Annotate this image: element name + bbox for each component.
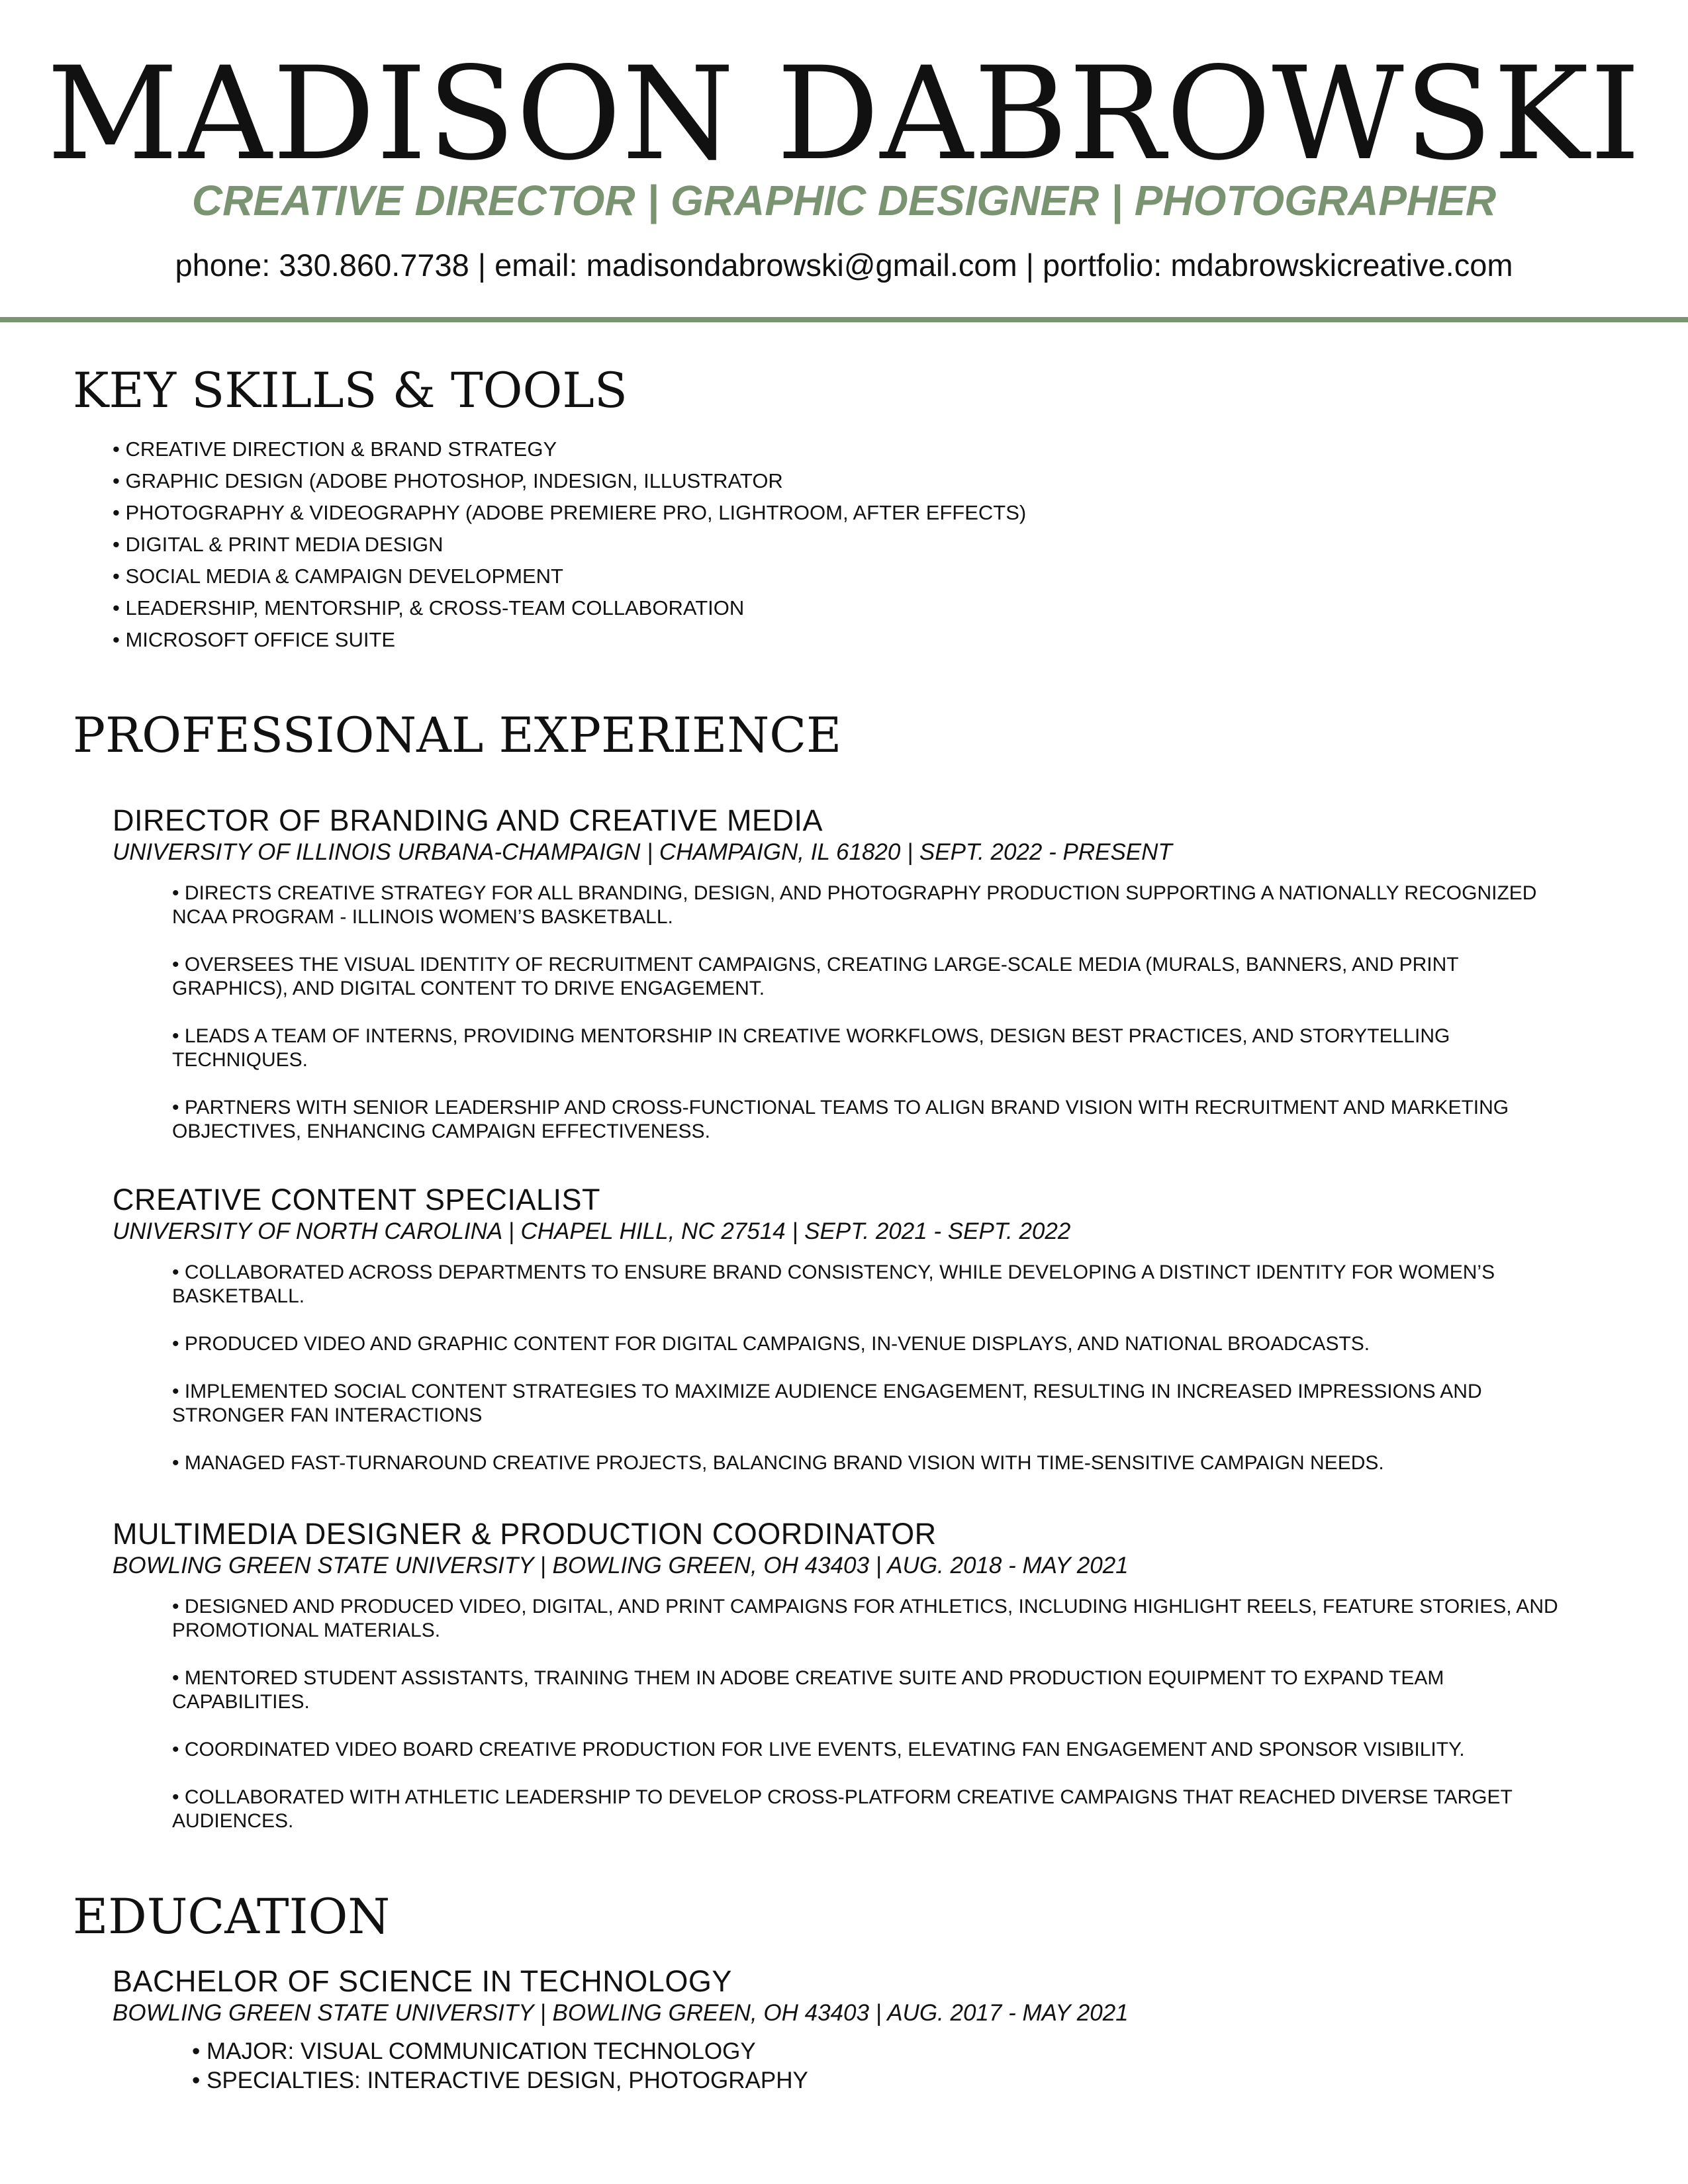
job-bullet: • DIRECTS CREATIVE STRATEGY FOR ALL BRANDING, DESIGN, AND PHOTOGRAPHY PRODUCTION SUPPORTING A NATIONALLY RECOGNIZED NCAA PROGRAM - ILLINOIS WOMEN’S BASKETBALL. (172, 882, 1537, 928)
skill-item: • PHOTOGRAPHY & VIDEOGRAPHY (ADOBE PREMIERE PRO, LIGHTROOM, AFTER EFFECTS) (113, 501, 1027, 524)
job-bullet: • OVERSEES THE VISUAL IDENTITY OF RECRUITMENT CAMPAIGNS, CREATING LARGE-SCALE MEDIA (MURALS, BANNERS, AND PRINT GRAPHICS), AND DIGITAL CONTENT TO DRIVE ENGAGEMENT. (172, 954, 1459, 999)
education-bullets (113, 2037, 1589, 2095)
header-divider (0, 317, 1688, 322)
skill-item: • GRAPHIC DESIGN (ADOBE PHOTOSHOP, INDESIGN, ILLUSTRATOR (113, 469, 783, 492)
education-heading: EDUCATION (73, 1889, 391, 1945)
experience-heading: PROFESSIONAL EXPERIENCE (73, 707, 842, 764)
skill-item: • DIGITAL & PRINT MEDIA DESIGN (113, 533, 444, 556)
job-title: MULTIMEDIA DESIGNER & PRODUCTION COORDINATOR (113, 1517, 937, 1551)
skill-item: • CREATIVE DIRECTION & BRAND STRATEGY (113, 437, 557, 461)
job-bullets (113, 1261, 1589, 1475)
job-meta: UNIVERSITY OF NORTH CAROLINA | CHAPEL HILL, NC 27514 | SEPT. 2021 - SEPT. 2022 (113, 1218, 1071, 1244)
skills-list (113, 433, 1026, 656)
education-meta: BOWLING GREEN STATE UNIVERSITY | BOWLING GREEN, OH 43403 | AUG. 2017 - MAY 2021 (113, 2000, 1129, 2026)
job-bullets (113, 882, 1589, 1144)
job-bullet: • MANAGED FAST-TURNAROUND CREATIVE PROJECTS, BALANCING BRAND VISION WITH TIME-SENSITIVE CAMPAIGN NEEDS. (172, 1452, 1384, 1474)
job-bullet: • COORDINATED VIDEO BOARD CREATIVE PRODUCTION FOR LIVE EVENTS, ELEVATING FAN ENGAGEMENT AND SPONSOR VISIBILITY. (172, 1739, 1465, 1760)
job-entry (113, 1517, 1589, 1833)
job-bullet: • DESIGNED AND PRODUCED VIDEO, DIGITAL, AND PRINT CAMPAIGNS FOR ATHLETICS, INCLUDING HIGHLIGHT REELS, FEATURE STORIES, AND PROMOTIONAL MATERIALS. (172, 1596, 1558, 1641)
degree-title: BACHELOR OF SCIENCE IN TECHNOLOGY (113, 1964, 732, 1998)
resume-name: MADISON DABROWSKI (46, 39, 1642, 189)
education-bullet: • SPECIALTIES: INTERACTIVE DESIGN, PHOTOGRAPHY (192, 2068, 808, 2093)
skill-item: • LEADERSHIP, MENTORSHIP, & CROSS-TEAM COLLABORATION (113, 596, 745, 619)
education-bullet: • MAJOR: VISUAL COMMUNICATION TECHNOLOGY (192, 2038, 756, 2064)
job-meta: BOWLING GREEN STATE UNIVERSITY | BOWLING GREEN, OH 43403 | AUG. 2018 - MAY 2021 (113, 1553, 1129, 1578)
job-title: CREATIVE CONTENT SPECIALIST (113, 1183, 600, 1216)
skills-heading: KEY SKILLS & TOOLS (73, 363, 628, 419)
job-bullet: • IMPLEMENTED SOCIAL CONTENT STRATEGIES TO MAXIMIZE AUDIENCE ENGAGEMENT, RESULTING IN INCREASED IMPRESSIONS AND STRONGER FAN INTERACTIONS (172, 1381, 1482, 1426)
skill-item: • MICROSOFT OFFICE SUITE (113, 628, 396, 651)
skill-item: • SOCIAL MEDIA & CAMPAIGN DEVELOPMENT (113, 565, 563, 588)
job-entry (113, 1183, 1589, 1475)
job-bullet: • MENTORED STUDENT ASSISTANTS, TRAINING THEM IN ADOBE CREATIVE SUITE AND PRODUCTION EQUIPMENT TO EXPAND TEAM CAPABILITIES. (172, 1667, 1444, 1713)
education-entry (113, 1964, 1589, 2095)
job-bullet: • COLLABORATED WITH ATHLETIC LEADERSHIP TO DEVELOP CROSS-PLATFORM CREATIVE CAMPAIGNS THAT REACHED DIVERSE TARGET AUDIENCES. (172, 1786, 1513, 1832)
contact-line: phone: 330.860.7738 | email: madisondabrowski@gmail.com | portfolio: mdabrowskicreative.com (175, 248, 1513, 283)
job-entry (113, 803, 1589, 1144)
job-meta: UNIVERSITY OF ILLINOIS URBANA-CHAMPAIGN | CHAMPAIGN, IL 61820 | SEPT. 2022 - PRESENT (113, 839, 1172, 865)
job-bullet: • LEADS A TEAM OF INTERNS, PROVIDING MENTORSHIP IN CREATIVE WORKFLOWS, DESIGN BEST PRACTICES, AND STORYTELLING TECHNIQUES. (172, 1025, 1450, 1071)
job-bullet: • PARTNERS WITH SENIOR LEADERSHIP AND CROSS-FUNCTIONAL TEAMS TO ALIGN BRAND VISION WITH RECRUITMENT AND MARKETING OBJECTIVES, ENHANCING CAMPAIGN EFFECTIVENESS. (172, 1097, 1509, 1142)
job-bullets (113, 1595, 1589, 1833)
resume-subtitle: CREATIVE DIRECTOR | GRAPHIC DESIGNER | PHOTOGRAPHER (191, 177, 1497, 224)
job-bullet: • COLLABORATED ACROSS DEPARTMENTS TO ENSURE BRAND CONSISTENCY, WHILE DEVELOPING A DISTINCT IDENTITY FOR WOMEN’S BASKETBALL. (172, 1261, 1495, 1307)
job-bullet: • PRODUCED VIDEO AND GRAPHIC CONTENT FOR DIGITAL CAMPAIGNS, IN-VENUE DISPLAYS, AND NATIONAL BROADCASTS. (172, 1333, 1370, 1355)
job-title: DIRECTOR OF BRANDING AND CREATIVE MEDIA (113, 803, 823, 837)
